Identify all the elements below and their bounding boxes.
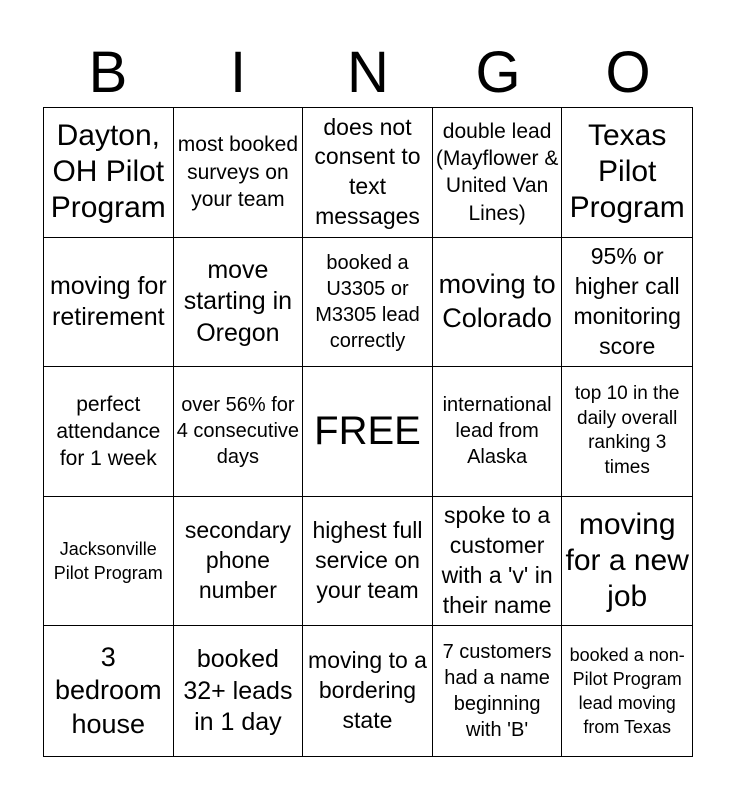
bingo-cell[interactable] [174,238,304,368]
cell-text: booked 32+ leads in 1 day [183,645,293,736]
header-letter-b: B [88,40,128,105]
cell-text: FREE [314,409,421,454]
bingo-board [43,107,693,757]
cell-text: secondary phone number [184,517,291,604]
cell-text: booked a U3305 or M3305 lead correctly [315,251,420,352]
cell-text: Texas Pilot Program [569,119,685,225]
bingo-cell[interactable] [562,238,692,368]
bingo-cell[interactable] [174,367,304,497]
cell-text: Jacksonville Pilot Program [53,538,163,584]
bingo-cell[interactable] [562,497,692,627]
cell-text: highest full service on your team [312,517,423,604]
cell-text: moving to a bordering state [308,647,427,734]
bingo-cell[interactable] [44,367,174,497]
header-letter-o: O [605,40,651,105]
bingo-cell[interactable] [303,108,433,238]
cell-text: 95% or higher call monitoring score [573,243,681,359]
bingo-cell[interactable] [433,367,563,497]
cell-text: perfect attendance for 1 week [56,392,161,471]
cell-text: international lead from Alaska [442,394,552,469]
header-letter-g: G [475,40,521,105]
cell-text: moving for retirement [49,271,167,331]
bingo-cell[interactable] [44,497,174,627]
bingo-cell[interactable] [303,626,433,756]
bingo-cell[interactable] [433,238,563,368]
bingo-cell[interactable] [433,497,563,627]
bingo-cell[interactable] [562,367,692,497]
cell-text: 3 bedroom house [55,641,162,740]
cell-text: 7 customers had a name beginning with 'B' [442,641,552,742]
bingo-cell[interactable] [44,238,174,368]
bingo-cell[interactable] [174,108,304,238]
cell-text: top 10 in the daily overall ranking 3 times [574,383,680,479]
bingo-cell[interactable] [303,497,433,627]
bingo-cell[interactable] [44,626,174,756]
bingo-cell[interactable] [303,238,433,368]
cell-text: over 56% for 4 consecutive days [176,394,300,469]
bingo-header [43,40,693,106]
cell-text: move starting in Oregon [183,256,293,347]
cell-text: double lead (Mayflower & United Van Lines) [435,119,559,225]
bingo-cell[interactable] [562,108,692,238]
bingo-cell[interactable] [44,108,174,238]
header-letter-n: N [347,40,389,105]
cell-text: does not consent to text messages [314,113,421,230]
cell-text: most booked surveys on your team [177,133,299,211]
cell-text: Dayton, OH Pilot Program [50,119,166,225]
cell-text: moving to Colorado [438,269,556,333]
cell-text: booked a non-Pilot Program lead moving from Texas [569,644,685,738]
bingo-cell[interactable] [174,497,304,627]
cell-text: spoke to a customer with a 'v' in their name [441,502,553,618]
bingo-cell[interactable] [433,626,563,756]
bingo-cell[interactable] [562,626,692,756]
bingo-cell[interactable] [174,626,304,756]
bingo-cell[interactable] [433,108,563,238]
header-letter-i: I [229,40,247,105]
cell-text: moving for a new job [565,508,689,614]
free-space[interactable] [303,367,433,497]
